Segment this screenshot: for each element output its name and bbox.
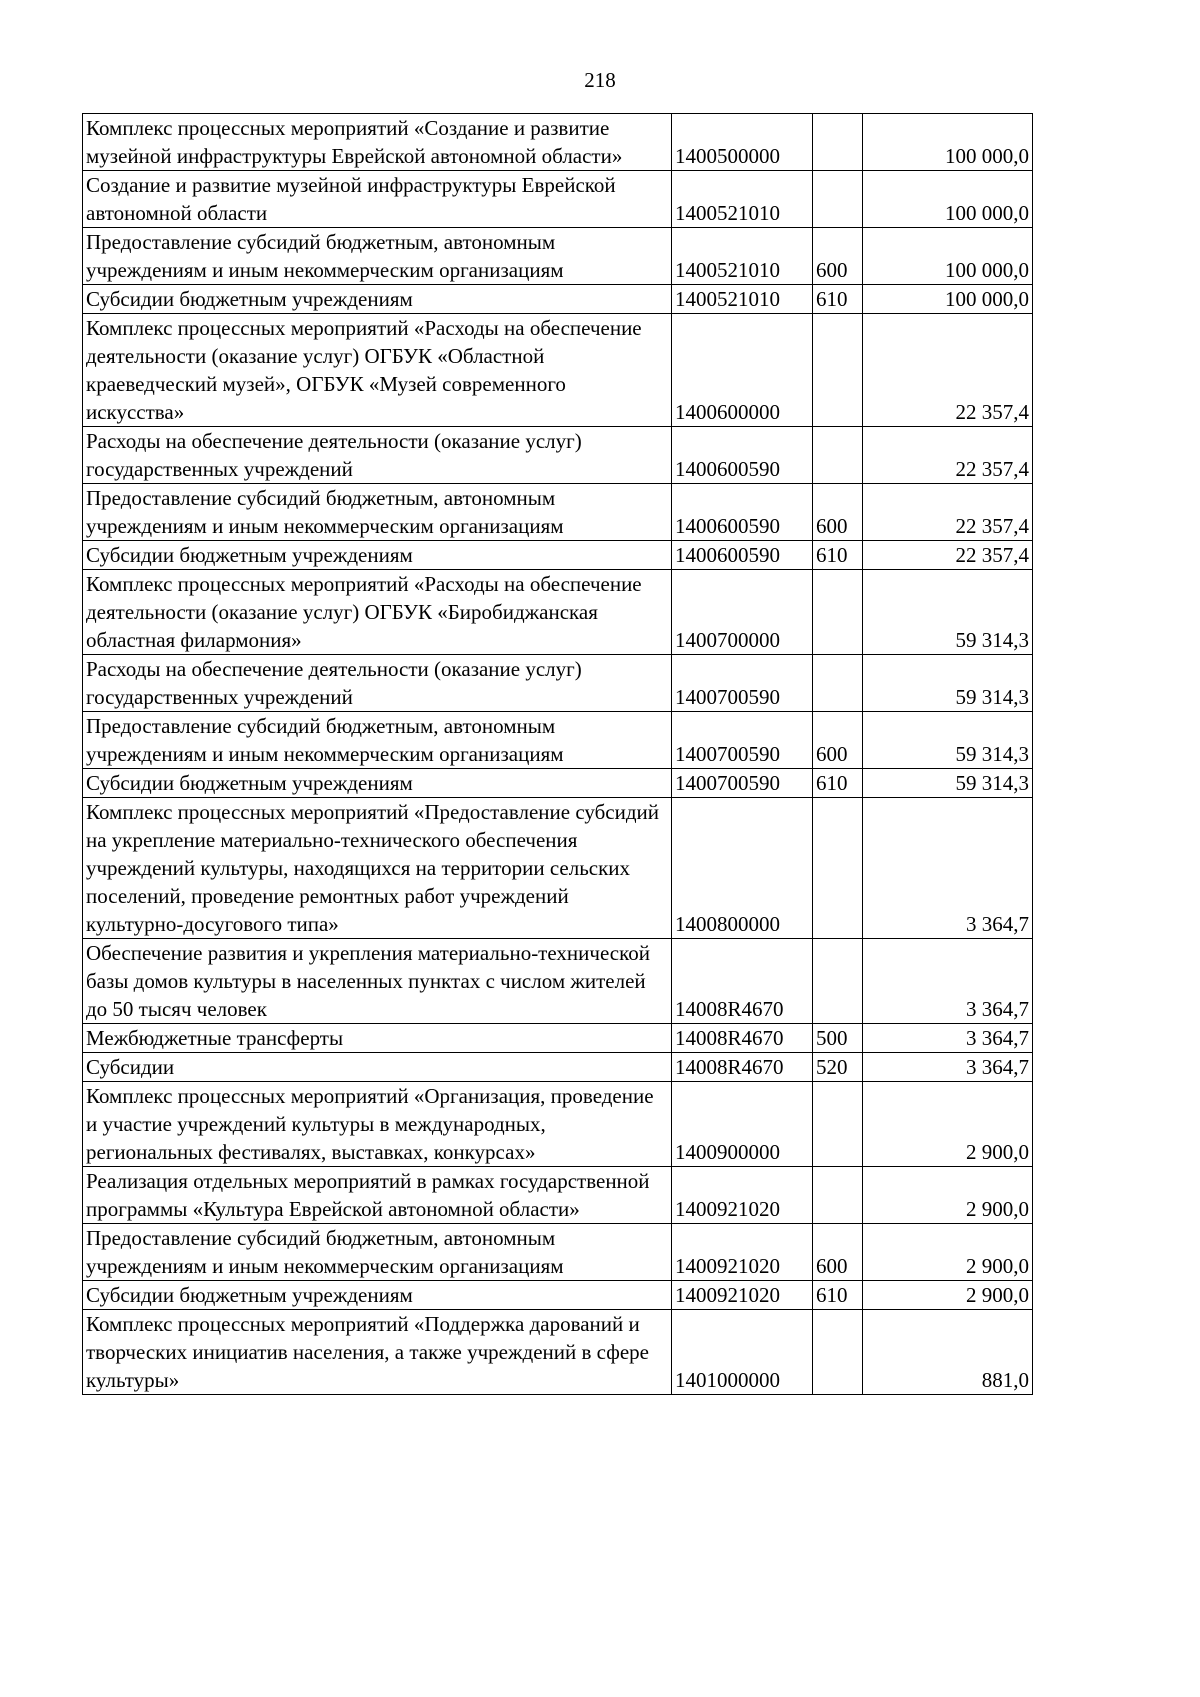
row-kind: 610 [813,285,863,314]
table-row [83,541,1033,570]
budget-table [82,113,1033,1395]
table-row [83,1310,1033,1395]
row-name: Субсидии бюджетным учреждениям [83,769,672,798]
row-name: Предоставление субсидий бюджетным, автономным учреждениям и иным некоммерческим организациям [83,712,672,769]
row-code: 1400700590 [672,769,813,798]
row-code: 1400500000 [672,114,813,171]
row-name: Комплекс процессных мероприятий «Поддержка дарований и творческих инициатив населения, а также учреждений в сфере культуры» [83,1310,672,1395]
row-sum: 100 000,0 [863,171,1033,228]
row-sum: 100 000,0 [863,114,1033,171]
row-sum: 2 900,0 [863,1281,1033,1310]
row-name: Субсидии бюджетным учреждениям [83,285,672,314]
table-row [83,769,1033,798]
row-sum: 22 357,4 [863,314,1033,427]
table-row [83,1082,1033,1167]
table-row [83,1281,1033,1310]
table-row [83,1167,1033,1224]
row-kind [813,655,863,712]
table-row [83,655,1033,712]
row-code: 1400900000 [672,1082,813,1167]
row-code: 1400600590 [672,484,813,541]
table-row [83,1024,1033,1053]
row-kind: 600 [813,228,863,285]
row-sum: 2 900,0 [863,1082,1033,1167]
row-name: Обеспечение развития и укрепления материально-технической базы домов культуры в населенных пунктах с числом жителей до 50 тысяч человек [83,939,672,1024]
table-row [83,939,1033,1024]
row-code: 1400600000 [672,314,813,427]
row-name: Субсидии бюджетным учреждениям [83,1281,672,1310]
row-sum: 100 000,0 [863,228,1033,285]
row-kind: 520 [813,1053,863,1082]
row-name: Комплекс процессных мероприятий «Предоставление субсидий на укрепление материально-технического обеспечения учреждений культуры, находящихся на территории сельских поселений, проведение ремонтных работ учреждений культурно-досугового типа» [83,798,672,939]
row-name: Комплекс процессных мероприятий «Создание и развитие музейной инфраструктуры Еврейской автономной области» [83,114,672,171]
row-name: Субсидии [83,1053,672,1082]
row-sum: 59 314,3 [863,769,1033,798]
row-kind: 600 [813,712,863,769]
table-row [83,484,1033,541]
row-sum: 22 357,4 [863,484,1033,541]
table-row [83,1224,1033,1281]
row-sum: 22 357,4 [863,541,1033,570]
row-sum: 3 364,7 [863,1024,1033,1053]
row-name: Предоставление субсидий бюджетным, автономным учреждениям и иным некоммерческим организациям [83,1224,672,1281]
table-row [83,171,1033,228]
row-code: 1400921020 [672,1167,813,1224]
row-name: Предоставление субсидий бюджетным, автономным учреждениям и иным некоммерческим организациям [83,228,672,285]
row-code: 1401000000 [672,1310,813,1395]
row-sum: 2 900,0 [863,1224,1033,1281]
row-code: 1400521010 [672,171,813,228]
row-name: Комплекс процессных мероприятий «Расходы на обеспечение деятельности (оказание услуг) ОГБУК «Областной краеведческий музей», ОГБУК «Музей современного искусства» [83,314,672,427]
row-kind: 610 [813,541,863,570]
row-code: 1400600590 [672,541,813,570]
row-sum: 3 364,7 [863,1053,1033,1082]
row-sum: 59 314,3 [863,570,1033,655]
row-kind [813,1310,863,1395]
table-row [83,285,1033,314]
table-row [83,798,1033,939]
row-kind [813,1167,863,1224]
row-code: 1400521010 [672,285,813,314]
table-row [83,114,1033,171]
row-sum: 3 364,7 [863,798,1033,939]
row-sum: 881,0 [863,1310,1033,1395]
row-code: 1400921020 [672,1281,813,1310]
row-sum: 100 000,0 [863,285,1033,314]
row-name: Расходы на обеспечение деятельности (оказание услуг) государственных учреждений [83,427,672,484]
row-name: Субсидии бюджетным учреждениям [83,541,672,570]
row-kind [813,427,863,484]
row-code: 14008R4670 [672,1024,813,1053]
row-kind: 500 [813,1024,863,1053]
row-sum: 2 900,0 [863,1167,1033,1224]
row-sum: 3 364,7 [863,939,1033,1024]
row-kind [813,1082,863,1167]
row-kind: 610 [813,1281,863,1310]
row-name: Межбюджетные трансферты [83,1024,672,1053]
row-kind: 610 [813,769,863,798]
row-code: 1400700590 [672,712,813,769]
row-sum: 59 314,3 [863,655,1033,712]
row-name: Комплекс процессных мероприятий «Организация, проведение и участие учреждений культуры в международных, региональных фестивалях, выставках, конкурсах» [83,1082,672,1167]
row-kind [813,939,863,1024]
table-row [83,314,1033,427]
row-name: Реализация отдельных мероприятий в рамках государственной программы «Культура Еврейской автономной области» [83,1167,672,1224]
row-kind [813,798,863,939]
table-row [83,228,1033,285]
budget-table-body [83,114,1033,1395]
page-number: 218 [584,68,616,92]
row-code: 14008R4670 [672,1053,813,1082]
row-kind [813,171,863,228]
row-code: 1400600590 [672,427,813,484]
row-name: Комплекс процессных мероприятий «Расходы на обеспечение деятельности (оказание услуг) ОГБУК «Биробиджанская областная филармония» [83,570,672,655]
row-code: 1400700590 [672,655,813,712]
table-row [83,1053,1033,1082]
row-name: Предоставление субсидий бюджетным, автономным учреждениям и иным некоммерческим организациям [83,484,672,541]
row-kind [813,114,863,171]
row-code: 1400921020 [672,1224,813,1281]
table-row [83,712,1033,769]
row-sum: 22 357,4 [863,427,1033,484]
table-row [83,427,1033,484]
row-kind: 600 [813,484,863,541]
row-name: Расходы на обеспечение деятельности (оказание услуг) государственных учреждений [83,655,672,712]
row-code: 14008R4670 [672,939,813,1024]
table-row [83,570,1033,655]
row-name: Создание и развитие музейной инфраструктуры Еврейской автономной области [83,171,672,228]
row-code: 1400800000 [672,798,813,939]
row-code: 1400700000 [672,570,813,655]
row-kind [813,570,863,655]
row-code: 1400521010 [672,228,813,285]
row-sum: 59 314,3 [863,712,1033,769]
row-kind: 600 [813,1224,863,1281]
row-kind [813,314,863,427]
